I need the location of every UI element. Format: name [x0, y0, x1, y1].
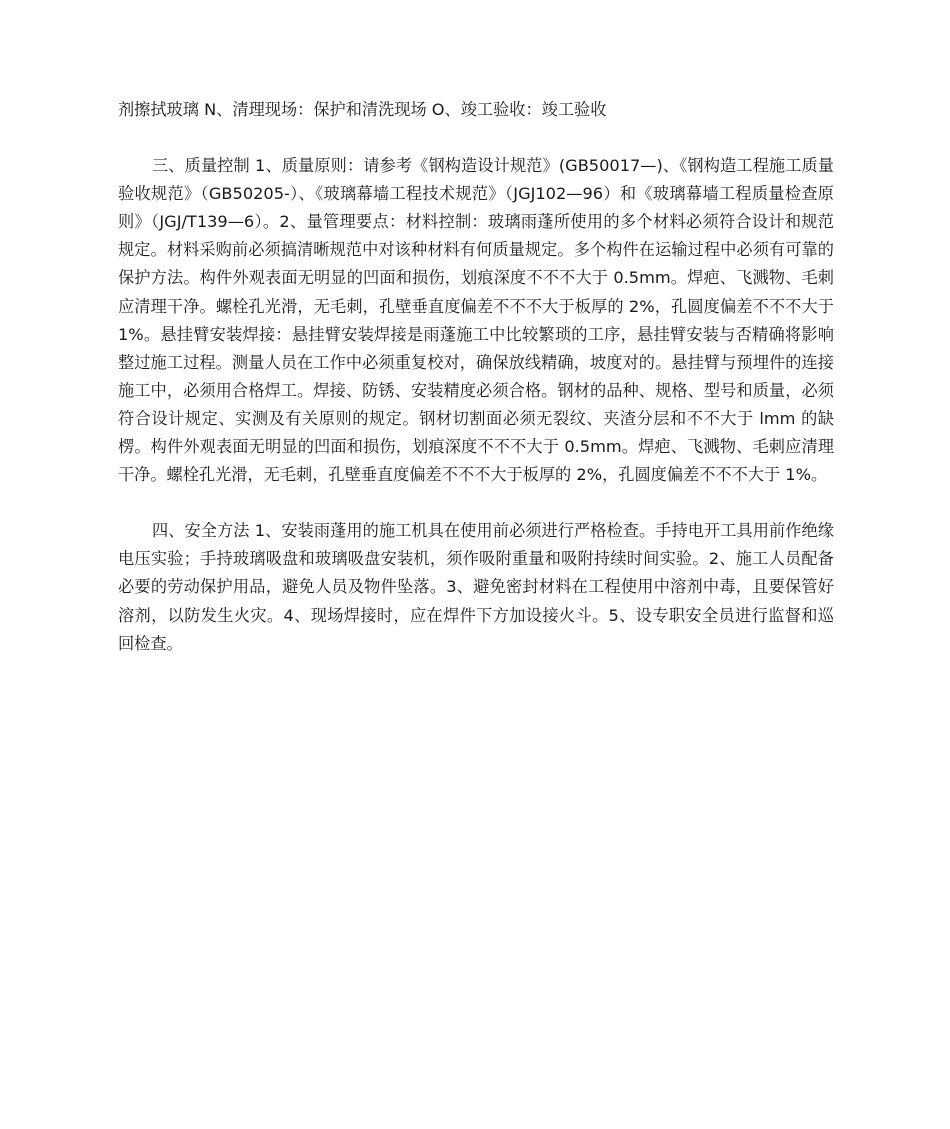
- paragraph-continuation: 剂擦拭玻璃 N、清理现场：保护和清洗现场 O、竣工验收：竣工验收: [118, 100, 607, 119]
- document-body: [118, 96, 834, 658]
- paragraph-gap: [118, 124, 834, 152]
- paragraph-safety-measures: 四、安全方法 1、安装雨蓬用的施工机具在使用前必须进行严格检查。手持电开工具用前作绝缘电压实验；手持玻璃吸盘和玻璃吸盘安装机，须作吸附重量和吸附持续时间实验。2、施工人员配备必要的劳动保护用品，避免人员及物件坠落。3、避免密封材料在工程使用中溶剂中毒，且要保管好溶剂，以防发生火灾。4、现场焊接时，应在焊件下方加设接火斗。5、设专职安全员进行监督和巡回检查。: [118, 521, 834, 653]
- paragraph-quality-control: 三、质量控制 1、质量原则：请参考《钢构造设计规范》(GB50017—)、《钢构造工程施工质量验收规范》（GB50205-）、《玻璃幕墙工程技术规范》（JGJ102—96）和《玻璃幕墙工程质量检查原则》（JGJ/T139—6）。2、量管理要点：材料控制：玻璃雨蓬所使用的多个材料必须符合设计和规范规定。材料采购前必须搞清晰规范中对该种材料有何质量规定。多个构件在运输过程中必须有可靠的保护方法。构件外观表面无明显的凹面和损伤，划痕深度不不不大于 0.5mm。焊疤、飞溅物、毛刺应清理干净。螺栓孔光滑，无毛刺，孔壁垂直度偏差不不不大于板厚的 2%，孔圆度偏差不不不大于 1%。悬挂臂安装焊接：悬挂臂安装焊接是雨蓬施工中比较繁琐的工序，悬挂臂安装与否精确将影响整过施工过程。测量人员在工作中必须重复校对，确保放线精确，坡度对的。悬挂臂与预埋件的连接施工中，必须用合格焊工。焊接、防锈、安装精度必须合格。钢材的品种、规格、型号和质量，必须符合设计规定、实测及有关原则的规定。钢材切割面必须无裂纹、夹渣分层和不不大于 lmm 的缺楞。构件外观表面无明显的凹面和损伤，划痕深度不不不大于 0.5mm。焊疤、飞溅物、毛刺应清理干净。螺栓孔光滑，无毛刺，孔壁垂直度偏差不不不大于板厚的 2%，孔圆度偏差不不不大于 1%。: [118, 156, 834, 485]
- paragraph-gap: [118, 489, 834, 517]
